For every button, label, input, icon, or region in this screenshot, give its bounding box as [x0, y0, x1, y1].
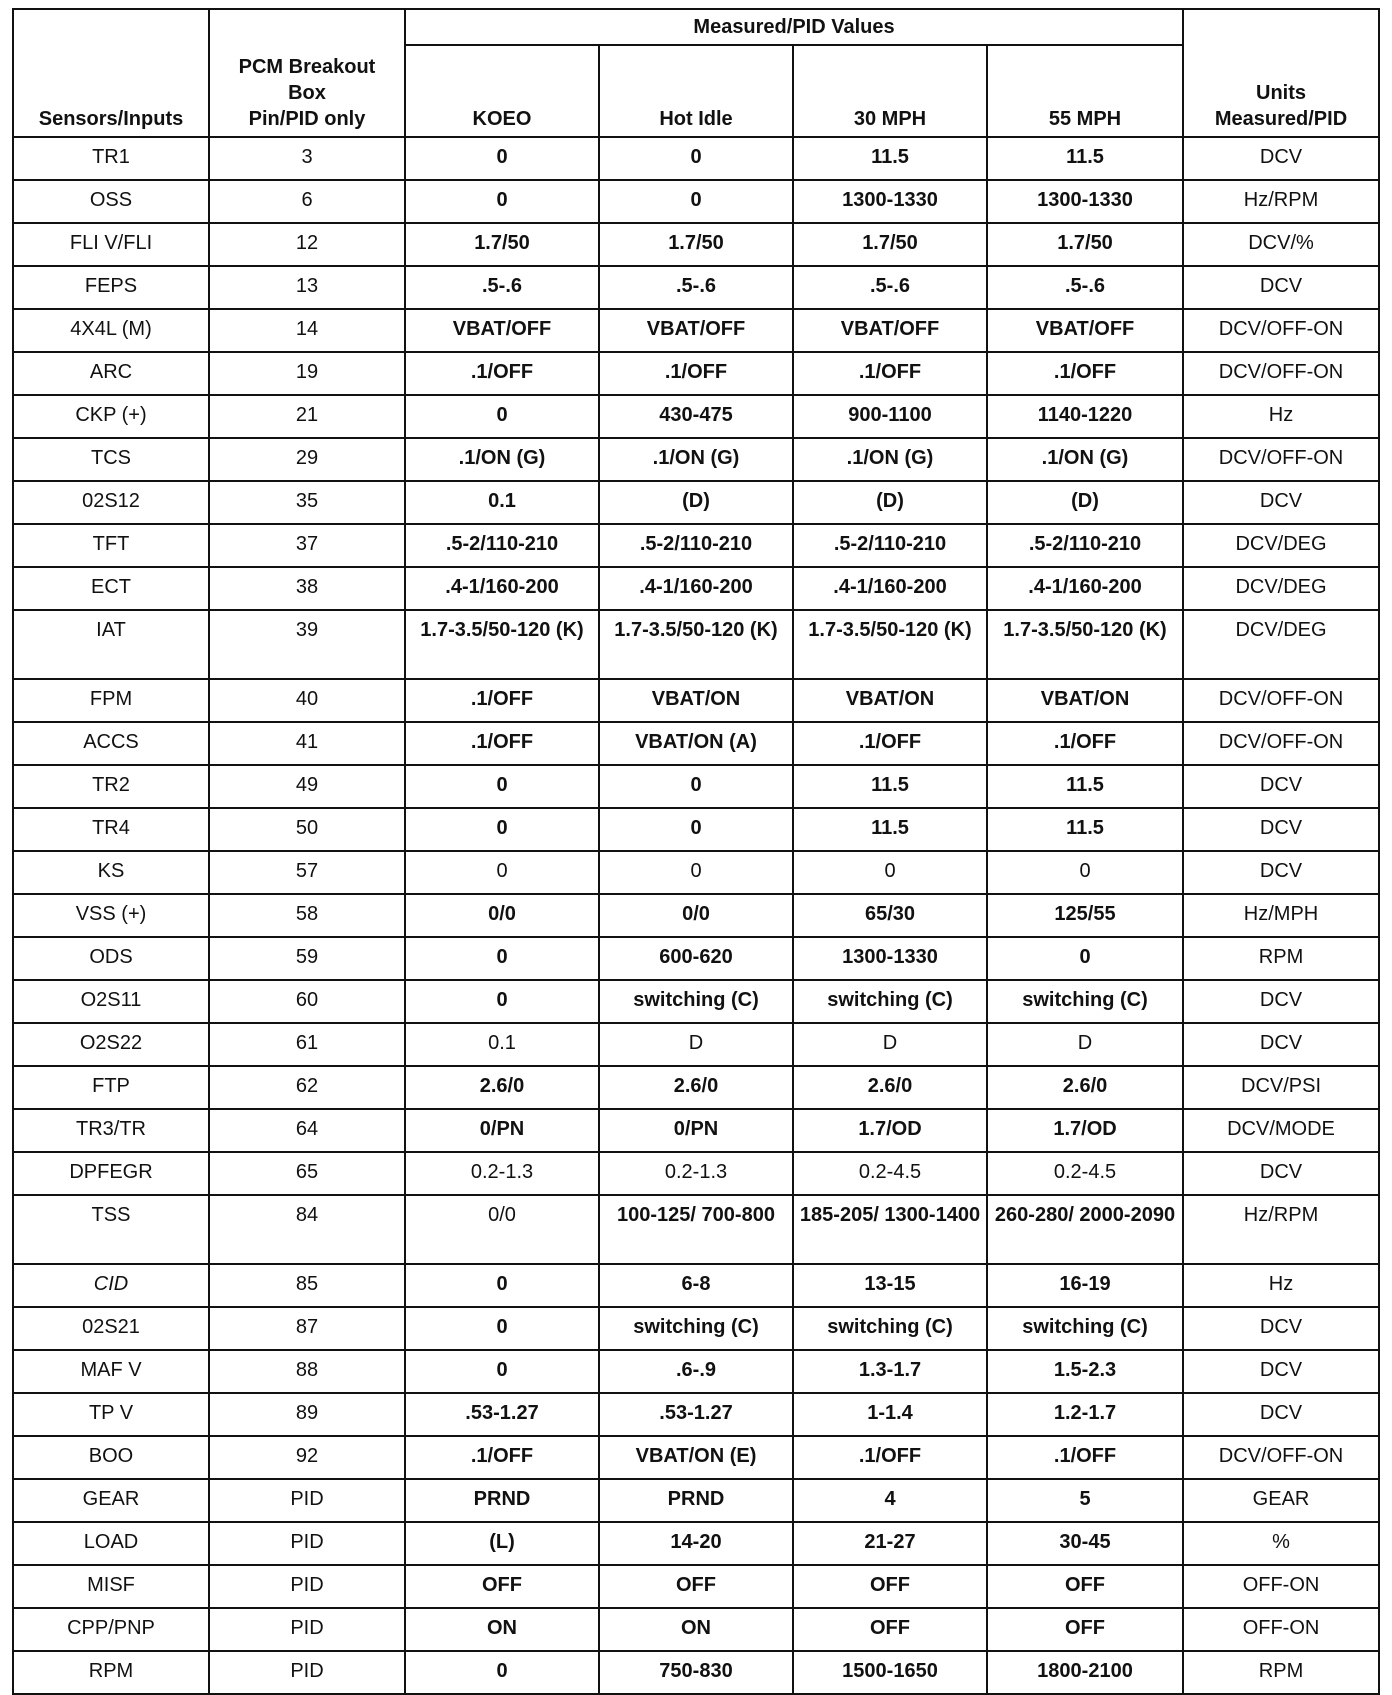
pin-cell: PID [209, 1522, 405, 1565]
value-cell: OFF [987, 1565, 1183, 1608]
value-cell: 11.5 [987, 808, 1183, 851]
value-cell: .5-2/110-210 [987, 524, 1183, 567]
value-cell: 0 [599, 137, 793, 180]
pin-cell: 87 [209, 1307, 405, 1350]
pin-cell: 65 [209, 1152, 405, 1195]
value-cell: 185-205/ 1300-1400 [793, 1195, 987, 1264]
units-cell: DCV [1183, 266, 1379, 309]
value-cell: VBAT/ON [599, 679, 793, 722]
table-row [13, 180, 1379, 223]
value-cell: 6-8 [599, 1264, 793, 1307]
value-cell: 0 [405, 851, 599, 894]
value-cell: .5-2/110-210 [793, 524, 987, 567]
value-cell: 11.5 [987, 765, 1183, 808]
table-row [13, 1152, 1379, 1195]
value-cell: .4-1/160-200 [987, 567, 1183, 610]
value-cell: 1300-1330 [793, 180, 987, 223]
table-row [13, 1307, 1379, 1350]
header-pin-line: Box [288, 82, 326, 104]
sensor-cell: ECT [13, 567, 209, 610]
table-row [13, 808, 1379, 851]
sensor-cell: DPFEGR [13, 1152, 209, 1195]
value-cell: 0.2-4.5 [987, 1152, 1183, 1195]
value-cell: 900-1100 [793, 395, 987, 438]
pin-cell: 92 [209, 1436, 405, 1479]
value-cell: 0/0 [405, 1195, 599, 1264]
sensor-cell: FEPS [13, 266, 209, 309]
header-condition-koeo: KOEO [405, 45, 599, 137]
table-row [13, 610, 1379, 679]
sensor-cell: CKP (+) [13, 395, 209, 438]
header-pin [209, 9, 405, 137]
value-cell: 1.7/50 [405, 223, 599, 266]
table-row [13, 937, 1379, 980]
units-cell: DCV [1183, 765, 1379, 808]
pin-cell: 37 [209, 524, 405, 567]
pin-cell: 14 [209, 309, 405, 352]
units-cell: Hz/MPH [1183, 894, 1379, 937]
value-cell: .1/OFF [405, 679, 599, 722]
units-cell: DCV [1183, 1393, 1379, 1436]
value-cell: 2.6/0 [405, 1066, 599, 1109]
value-cell: 1300-1330 [793, 937, 987, 980]
units-cell: DCV/DEG [1183, 610, 1379, 679]
value-cell: 0 [599, 808, 793, 851]
value-cell: switching (C) [599, 1307, 793, 1350]
value-cell: 1300-1330 [987, 180, 1183, 223]
value-cell: .5-.6 [793, 266, 987, 309]
sensor-cell: TR2 [13, 765, 209, 808]
value-cell: OFF [599, 1565, 793, 1608]
value-cell: 0 [405, 808, 599, 851]
table-row [13, 567, 1379, 610]
value-cell: 5 [987, 1479, 1183, 1522]
value-cell: .6-.9 [599, 1350, 793, 1393]
value-cell: .53-1.27 [599, 1393, 793, 1436]
value-cell: 430-475 [599, 395, 793, 438]
table-row [13, 765, 1379, 808]
value-cell: .5-2/110-210 [599, 524, 793, 567]
header-condition-hot-idle: Hot Idle [599, 45, 793, 137]
units-cell: DCV/% [1183, 223, 1379, 266]
sensor-cell: 02S12 [13, 481, 209, 524]
units-cell: DCV/DEG [1183, 524, 1379, 567]
header-measured-group: Measured/PID Values [405, 9, 1183, 45]
value-cell: .1/OFF [793, 722, 987, 765]
value-cell: 65/30 [793, 894, 987, 937]
sensor-cell: KS [13, 851, 209, 894]
value-cell: 1.7/OD [987, 1109, 1183, 1152]
value-cell: 2.6/0 [599, 1066, 793, 1109]
table-row [13, 1264, 1379, 1307]
sensor-cell: FLI V/FLI [13, 223, 209, 266]
sensor-cell: FPM [13, 679, 209, 722]
pin-cell: 62 [209, 1066, 405, 1109]
value-cell: 0 [987, 851, 1183, 894]
value-cell: OFF [793, 1608, 987, 1651]
value-cell: VBAT/OFF [793, 309, 987, 352]
pin-cell: 19 [209, 352, 405, 395]
value-cell: 0 [405, 1651, 599, 1694]
value-cell: (L) [405, 1522, 599, 1565]
sensor-cell: OSS [13, 180, 209, 223]
value-cell: .1/OFF [405, 1436, 599, 1479]
table-row [13, 679, 1379, 722]
value-cell: switching (C) [987, 980, 1183, 1023]
table-row [13, 1522, 1379, 1565]
value-cell: switching (C) [793, 1307, 987, 1350]
value-cell: 1.7-3.5/50-120 (K) [405, 610, 599, 679]
value-cell: 600-620 [599, 937, 793, 980]
value-cell: VBAT/OFF [599, 309, 793, 352]
value-cell: 0 [405, 1307, 599, 1350]
sensor-cell: MISF [13, 1565, 209, 1608]
value-cell: 0 [405, 980, 599, 1023]
sensor-cell: FTP [13, 1066, 209, 1109]
value-cell: .1/OFF [405, 722, 599, 765]
value-cell: .1/OFF [405, 352, 599, 395]
table-row [13, 1393, 1379, 1436]
value-cell: 1800-2100 [987, 1651, 1183, 1694]
value-cell: VBAT/ON (E) [599, 1436, 793, 1479]
table-row [13, 1350, 1379, 1393]
table-row [13, 309, 1379, 352]
pin-cell: 29 [209, 438, 405, 481]
sensor-cell: TCS [13, 438, 209, 481]
units-cell: RPM [1183, 937, 1379, 980]
value-cell: (D) [599, 481, 793, 524]
value-cell: 0/PN [599, 1109, 793, 1152]
table-row [13, 1608, 1379, 1651]
value-cell: 750-830 [599, 1651, 793, 1694]
value-cell: 0 [405, 765, 599, 808]
value-cell: 0.1 [405, 1023, 599, 1066]
value-cell: 0 [405, 395, 599, 438]
value-cell: switching (C) [987, 1307, 1183, 1350]
value-cell: .1/ON (G) [793, 438, 987, 481]
pin-cell: 35 [209, 481, 405, 524]
value-cell: 0/PN [405, 1109, 599, 1152]
value-cell: 0 [405, 937, 599, 980]
value-cell: .53-1.27 [405, 1393, 599, 1436]
units-cell: DCV/DEG [1183, 567, 1379, 610]
table-row [13, 395, 1379, 438]
units-cell: DCV/OFF-ON [1183, 1436, 1379, 1479]
value-cell: 2.6/0 [987, 1066, 1183, 1109]
pin-cell: 58 [209, 894, 405, 937]
value-cell: .4-1/160-200 [599, 567, 793, 610]
table-row [13, 524, 1379, 567]
table-row [13, 352, 1379, 395]
value-cell: 0.1 [405, 481, 599, 524]
pin-cell: 38 [209, 567, 405, 610]
sensor-cell: O2S11 [13, 980, 209, 1023]
value-cell: 1.7-3.5/50-120 (K) [793, 610, 987, 679]
units-cell: DCV [1183, 481, 1379, 524]
table-row [13, 1651, 1379, 1694]
value-cell: D [987, 1023, 1183, 1066]
sensor-cell: 4X4L (M) [13, 309, 209, 352]
value-cell: VBAT/ON [793, 679, 987, 722]
units-cell: DCV/OFF-ON [1183, 438, 1379, 481]
header-units [1183, 9, 1379, 137]
table-row [13, 481, 1379, 524]
value-cell: 1.2-1.7 [987, 1393, 1183, 1436]
units-cell: OFF-ON [1183, 1608, 1379, 1651]
table-row [13, 722, 1379, 765]
value-cell: .1/ON (G) [987, 438, 1183, 481]
units-cell: RPM [1183, 1651, 1379, 1694]
units-cell: Hz/RPM [1183, 180, 1379, 223]
sensor-cell: 02S21 [13, 1307, 209, 1350]
units-cell: DCV [1183, 980, 1379, 1023]
value-cell: 1500-1650 [793, 1651, 987, 1694]
value-cell: .1/OFF [987, 722, 1183, 765]
value-cell: 4 [793, 1479, 987, 1522]
value-cell: 11.5 [793, 137, 987, 180]
sensor-cell: TSS [13, 1195, 209, 1264]
pin-cell: 59 [209, 937, 405, 980]
sensor-cell: ARC [13, 352, 209, 395]
units-cell: DCV [1183, 1350, 1379, 1393]
header-pin-line: Pin/PID only [248, 108, 366, 130]
value-cell: 14-20 [599, 1522, 793, 1565]
value-cell: PRND [599, 1479, 793, 1522]
value-cell: 30-45 [987, 1522, 1183, 1565]
pin-cell: PID [209, 1479, 405, 1522]
value-cell: .5-.6 [987, 266, 1183, 309]
sensor-cell: GEAR [13, 1479, 209, 1522]
value-cell: 125/55 [987, 894, 1183, 937]
header-condition-30mph: 30 MPH [793, 45, 987, 137]
value-cell: 1.7/50 [793, 223, 987, 266]
sensor-reference-table [12, 8, 1380, 1695]
pin-cell: 64 [209, 1109, 405, 1152]
value-cell: D [793, 1023, 987, 1066]
units-cell: DCV/OFF-ON [1183, 679, 1379, 722]
table-row [13, 137, 1379, 180]
sensor-cell: ACCS [13, 722, 209, 765]
value-cell: OFF [987, 1608, 1183, 1651]
header-sensors: Sensors/Inputs [13, 9, 209, 137]
units-cell: DCV/OFF-ON [1183, 352, 1379, 395]
value-cell: 0/0 [599, 894, 793, 937]
value-cell: 0 [599, 765, 793, 808]
value-cell: 1.3-1.7 [793, 1350, 987, 1393]
value-cell: 1.5-2.3 [987, 1350, 1183, 1393]
pin-cell: PID [209, 1608, 405, 1651]
value-cell: 0 [405, 1350, 599, 1393]
units-cell: Hz [1183, 395, 1379, 438]
table-row [13, 1565, 1379, 1608]
sensor-cell: TR1 [13, 137, 209, 180]
value-cell: OFF [405, 1565, 599, 1608]
value-cell: 16-19 [987, 1264, 1183, 1307]
value-cell: .1/ON (G) [599, 438, 793, 481]
value-cell: 0 [987, 937, 1183, 980]
sensor-cell: TR3/TR [13, 1109, 209, 1152]
pin-cell: PID [209, 1565, 405, 1608]
value-cell: (D) [987, 481, 1183, 524]
value-cell: VBAT/ON [987, 679, 1183, 722]
units-cell: DCV [1183, 1152, 1379, 1195]
value-cell: VBAT/OFF [987, 309, 1183, 352]
value-cell: ON [405, 1608, 599, 1651]
sensor-cell: RPM [13, 1651, 209, 1694]
table-row [13, 1109, 1379, 1152]
value-cell: .1/OFF [987, 1436, 1183, 1479]
sensor-cell: CID [13, 1264, 209, 1307]
header-condition-55mph: 55 MPH [987, 45, 1183, 137]
value-cell: 1.7-3.5/50-120 (K) [599, 610, 793, 679]
pin-cell: 12 [209, 223, 405, 266]
value-cell: PRND [405, 1479, 599, 1522]
pin-cell: 40 [209, 679, 405, 722]
value-cell: .5-.6 [405, 266, 599, 309]
value-cell: VBAT/ON (A) [599, 722, 793, 765]
value-cell: 1.7-3.5/50-120 (K) [987, 610, 1183, 679]
header-units-line: Units [1256, 82, 1307, 104]
value-cell: 1-1.4 [793, 1393, 987, 1436]
value-cell: 260-280/ 2000-2090 [987, 1195, 1183, 1264]
value-cell: 0.2-4.5 [793, 1152, 987, 1195]
pin-cell: 60 [209, 980, 405, 1023]
table-row [13, 851, 1379, 894]
value-cell: .1/ON (G) [405, 438, 599, 481]
value-cell: .4-1/160-200 [793, 567, 987, 610]
pin-cell: 61 [209, 1023, 405, 1066]
pin-cell: 6 [209, 180, 405, 223]
value-cell: 0.2-1.3 [599, 1152, 793, 1195]
value-cell: 2.6/0 [793, 1066, 987, 1109]
value-cell: 100-125/ 700-800 [599, 1195, 793, 1264]
value-cell: 1.7/50 [599, 223, 793, 266]
sensor-cell: VSS (+) [13, 894, 209, 937]
table-row [13, 1195, 1379, 1264]
value-cell: 0 [599, 851, 793, 894]
pin-cell: 41 [209, 722, 405, 765]
value-cell: OFF [793, 1565, 987, 1608]
value-cell: .1/OFF [599, 352, 793, 395]
value-cell: 1140-1220 [987, 395, 1183, 438]
units-cell: GEAR [1183, 1479, 1379, 1522]
value-cell: 0.2-1.3 [405, 1152, 599, 1195]
value-cell: .5-.6 [599, 266, 793, 309]
value-cell: 21-27 [793, 1522, 987, 1565]
table-row [13, 223, 1379, 266]
pin-cell: 21 [209, 395, 405, 438]
value-cell: 11.5 [793, 808, 987, 851]
pin-cell: 57 [209, 851, 405, 894]
value-cell: 0 [405, 180, 599, 223]
table-row [13, 1436, 1379, 1479]
units-cell: % [1183, 1522, 1379, 1565]
pin-cell: PID [209, 1651, 405, 1694]
units-cell: DCV [1183, 851, 1379, 894]
units-cell: DCV [1183, 1307, 1379, 1350]
sensor-cell: O2S22 [13, 1023, 209, 1066]
value-cell: (D) [793, 481, 987, 524]
table-row [13, 1479, 1379, 1522]
table-row [13, 980, 1379, 1023]
value-cell: 0/0 [405, 894, 599, 937]
sensor-cell: MAF V [13, 1350, 209, 1393]
sensor-cell: BOO [13, 1436, 209, 1479]
value-cell: 0 [599, 180, 793, 223]
units-cell: DCV [1183, 1023, 1379, 1066]
value-cell: .1/OFF [987, 352, 1183, 395]
value-cell: switching (C) [599, 980, 793, 1023]
units-cell: DCV [1183, 808, 1379, 851]
pin-cell: 84 [209, 1195, 405, 1264]
value-cell: 11.5 [987, 137, 1183, 180]
value-cell: .1/OFF [793, 1436, 987, 1479]
pin-cell: 88 [209, 1350, 405, 1393]
value-cell: .4-1/160-200 [405, 567, 599, 610]
sensor-cell: IAT [13, 610, 209, 679]
units-cell: DCV/MODE [1183, 1109, 1379, 1152]
value-cell: 11.5 [793, 765, 987, 808]
pin-cell: 50 [209, 808, 405, 851]
value-cell: 0 [405, 1264, 599, 1307]
sensor-cell: TFT [13, 524, 209, 567]
value-cell: switching (C) [793, 980, 987, 1023]
pin-cell: 3 [209, 137, 405, 180]
pin-cell: 13 [209, 266, 405, 309]
value-cell: VBAT/OFF [405, 309, 599, 352]
sensor-cell: CPP/PNP [13, 1608, 209, 1651]
pin-cell: 85 [209, 1264, 405, 1307]
value-cell: D [599, 1023, 793, 1066]
units-cell: OFF-ON [1183, 1565, 1379, 1608]
units-cell: DCV [1183, 137, 1379, 180]
value-cell: 0 [405, 137, 599, 180]
value-cell: 0 [793, 851, 987, 894]
sensor-cell: LOAD [13, 1522, 209, 1565]
table-row [13, 266, 1379, 309]
value-cell: 1.7/50 [987, 223, 1183, 266]
table-row [13, 894, 1379, 937]
value-cell: .1/OFF [793, 352, 987, 395]
pin-cell: 49 [209, 765, 405, 808]
units-cell: Hz [1183, 1264, 1379, 1307]
header-pin-line: PCM Breakout [238, 56, 376, 78]
table-row [13, 438, 1379, 481]
value-cell: 1.7/OD [793, 1109, 987, 1152]
value-cell: 13-15 [793, 1264, 987, 1307]
units-cell: DCV/OFF-ON [1183, 722, 1379, 765]
sensor-cell: TR4 [13, 808, 209, 851]
sensor-cell: ODS [13, 937, 209, 980]
units-cell: DCV/OFF-ON [1183, 309, 1379, 352]
pin-cell: 89 [209, 1393, 405, 1436]
units-cell: Hz/RPM [1183, 1195, 1379, 1264]
value-cell: ON [599, 1608, 793, 1651]
value-cell: .5-2/110-210 [405, 524, 599, 567]
header-units-line: Measured/PID [1214, 108, 1348, 130]
table-row [13, 1023, 1379, 1066]
sensor-cell: TP V [13, 1393, 209, 1436]
units-cell: DCV/PSI [1183, 1066, 1379, 1109]
pin-cell: 39 [209, 610, 405, 679]
table-row [13, 1066, 1379, 1109]
table-body [13, 137, 1379, 1694]
